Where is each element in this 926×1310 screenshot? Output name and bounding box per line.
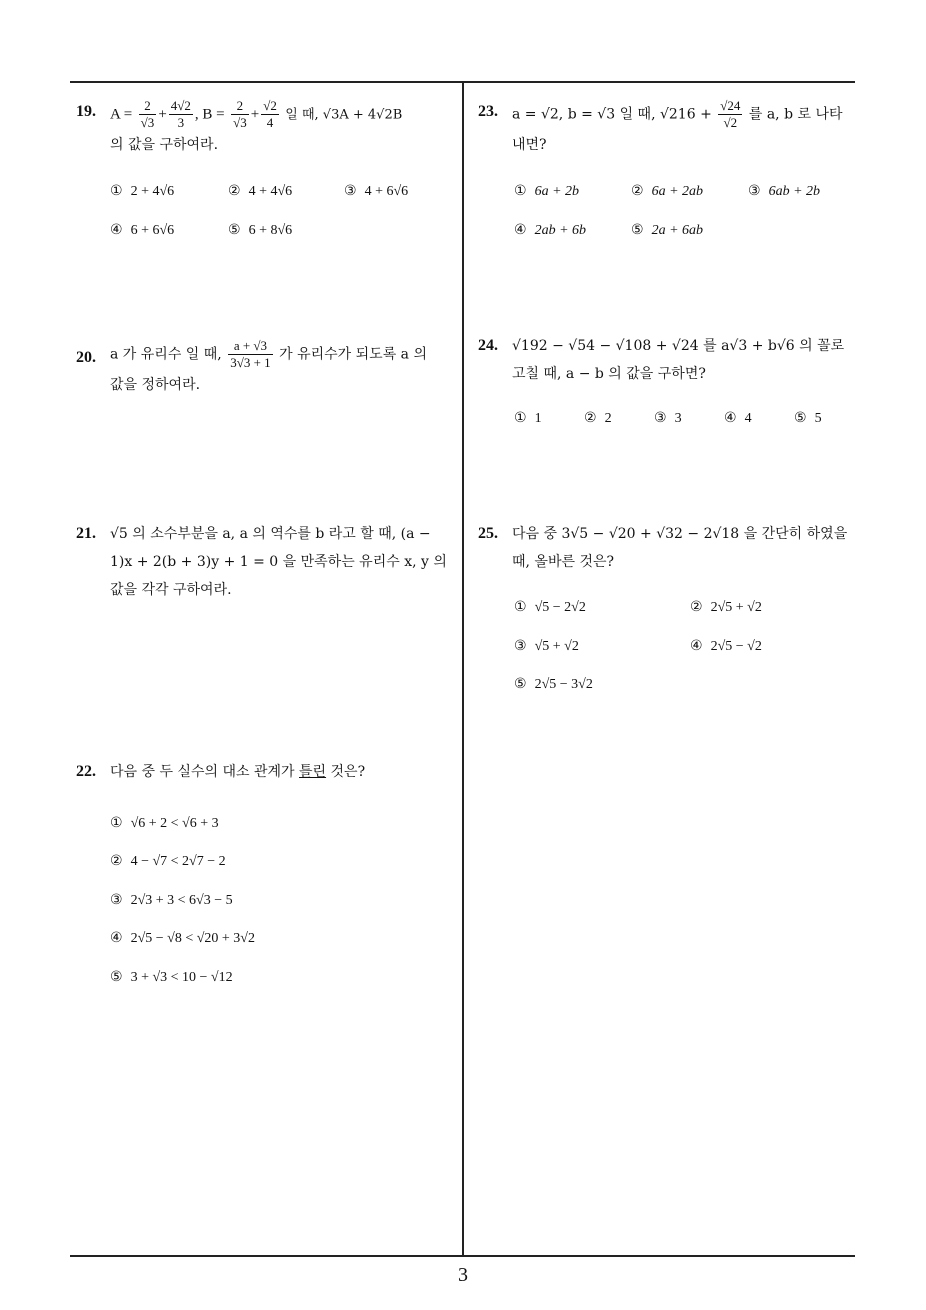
question-21 (76, 520, 456, 604)
fraction: $\frac{2}{√3}$ (233, 98, 247, 130)
option-22-4[interactable]: ④ 2√5 − √8 < √20 + 3√2 (110, 930, 255, 946)
option-24-1[interactable]: ① 1 (514, 410, 542, 426)
option-25-2[interactable]: ② 2√5 + √2 (690, 599, 762, 615)
option-22-1[interactable]: ① √6 + 2 < √6 + 3 (110, 815, 219, 831)
option-19-1[interactable]: ① 2 + 4√6 (110, 183, 175, 199)
option-22-2[interactable]: ② 4 − √7 < 2√7 − 2 (110, 853, 226, 869)
fraction: $\frac{4√2}{3}$ (170, 98, 191, 130)
question-number: 24. (478, 337, 498, 354)
question-20 (76, 338, 456, 399)
option-23-1[interactable]: ① 6a + 2b (514, 183, 580, 199)
fraction: $\frac{a + √3}{3√3 + 1}$ (230, 338, 271, 370)
option-22-3[interactable]: ③ 2√3 + 3 < 6√3 − 5 (110, 892, 233, 908)
question-number: 21. (76, 525, 96, 542)
question-20-stem: a 가 유리수 일 때, $\frac{a + √3}{3√3 + 1}$ 가 유리수가 되도록 a 의 값을 정하여라. (110, 338, 427, 393)
fraction: $\frac{2}{√3}$ (140, 98, 155, 130)
option-25-4[interactable]: ④ 2√5 − √2 (690, 638, 762, 654)
question-23 (478, 98, 860, 159)
option-24-5[interactable]: ⑤ 5 (794, 410, 822, 426)
column-divider (462, 81, 464, 1257)
question-25 (478, 520, 860, 576)
question-number: 23. (478, 103, 498, 120)
underlined-word: 틀린 (299, 764, 327, 780)
fraction: $\frac{√24}{√2}$ (720, 98, 741, 130)
option-22-5[interactable]: ⑤ 3 + √3 < 10 − √12 (110, 969, 233, 985)
option-23-2[interactable]: ② 6a + 2ab (631, 183, 704, 199)
option-23-4[interactable]: ④ 2ab + 6b (514, 222, 587, 238)
question-number: 19. (76, 103, 96, 120)
option-19-3[interactable]: ③ 4 + 6√6 (344, 183, 409, 199)
option-24-2[interactable]: ② 2 (584, 410, 612, 426)
option-25-5[interactable]: ⑤ 2√5 − 3√2 (514, 676, 593, 692)
question-number: 20. (76, 349, 96, 366)
question-19 (76, 98, 456, 159)
question-22-stem: 다음 중 두 실수의 대소 관계가 틀린 것은? (110, 764, 366, 780)
option-19-4[interactable]: ④ 6 + 6√6 (110, 222, 175, 238)
question-19-stem: A = $\frac{2}{√3}$ + $\frac{4√2}{3}$ , B = $\frac{2}{√3}$ + $\frac{√2}{4}$ 일 때, √3A + 4√2B 의 값을 구하여라. (110, 98, 403, 153)
question-21-stem: √5 의 소수부분을 a, a 의 역수를 b 라고 할 때, (a − 1)x + 2(b + 3)y + 1 = 0 을 만족하는 유리수 x, y 의 값을 각각 구하여라. (110, 526, 447, 598)
question-24 (478, 332, 860, 388)
page-number: 3 (458, 1264, 468, 1286)
question-number: 22. (76, 763, 96, 780)
question-23-stem: a = √2, b = √3 일 때, √216 + $\frac{√24}{√2}$ 를 a, b 로 나타 내면? (512, 98, 843, 153)
option-19-2[interactable]: ② 4 + 4√6 (228, 183, 293, 199)
question-24-stem: √192 − √54 − √108 + √24 를 a√3 + b√6 의 꼴로 고칠 때, a − b 의 값을 구하면? (512, 338, 845, 382)
option-24-3[interactable]: ③ 3 (654, 410, 682, 426)
bottom-rule (70, 1255, 855, 1257)
option-25-3[interactable]: ③ √5 + √2 (514, 638, 579, 654)
option-19-5[interactable]: ⑤ 6 + 8√6 (228, 222, 293, 238)
option-25-1[interactable]: ① √5 − 2√2 (514, 599, 586, 615)
question-22 (76, 758, 456, 786)
fraction: $\frac{√2}{4}$ (263, 98, 277, 130)
option-24-4[interactable]: ④ 4 (724, 410, 752, 426)
question-25-stem: 다음 중 3√5 − √20 + √32 − 2√18 을 간단히 하였을 때, 올바른 것은? (512, 526, 848, 570)
option-23-5[interactable]: ⑤ 2a + 6ab (631, 222, 704, 238)
option-23-3[interactable]: ③ 6ab + 2b (748, 183, 821, 199)
question-number: 25. (478, 525, 498, 542)
